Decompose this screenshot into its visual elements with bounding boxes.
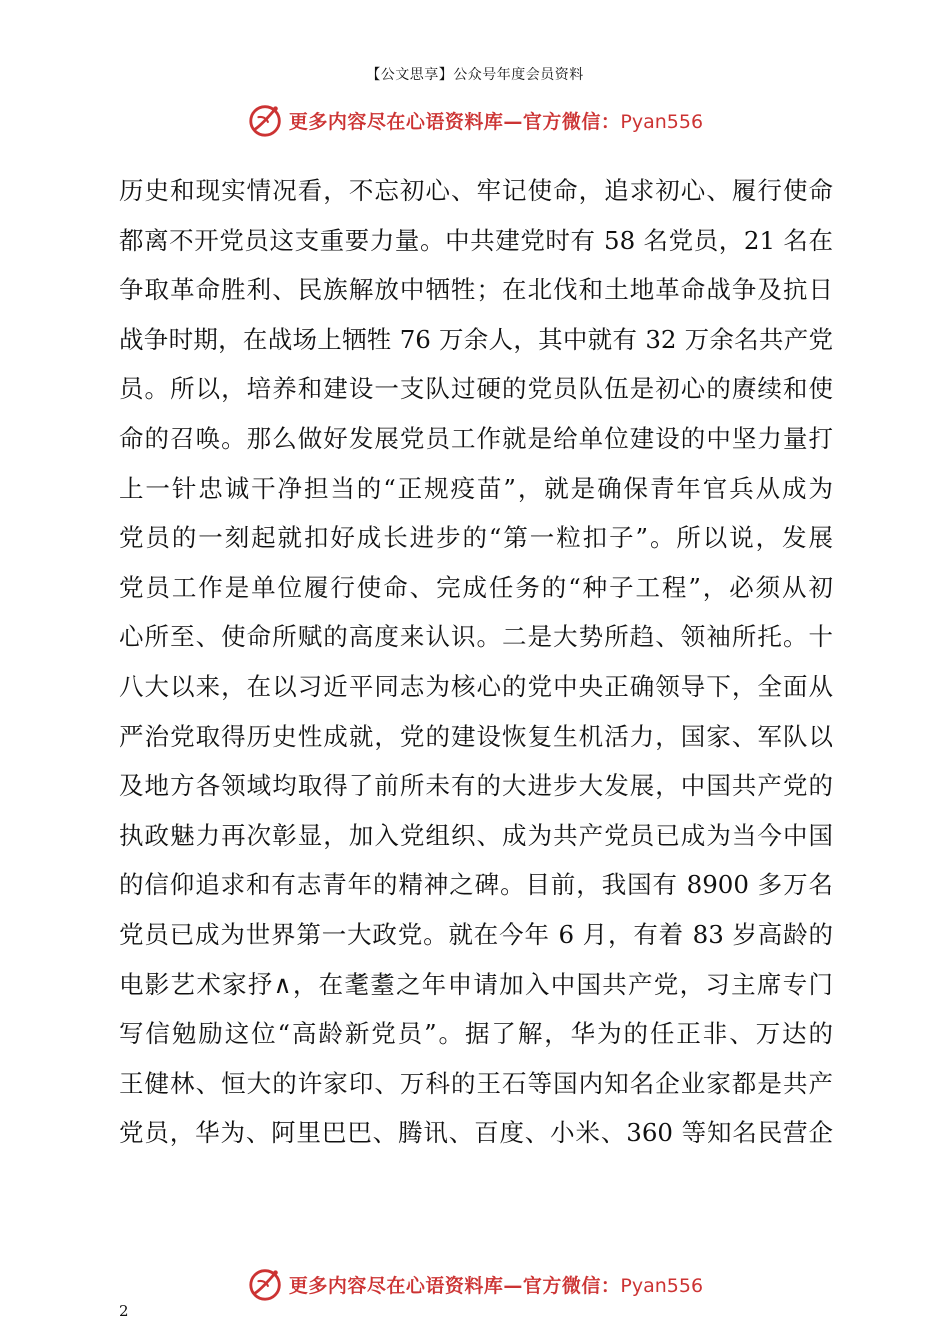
text-line: 王健林、恒大的许家印、万科的王石等国内知名企业家都是共产 — [119, 1068, 833, 1098]
brush-logo-icon — [247, 1265, 285, 1303]
text-line: 都离不开党员这支重要力量。中共建党时有 58 名党员，21 名在 — [119, 225, 833, 255]
text-line: 命的召唤。那么做好发展党员工作就是给单位建设的中坚力量打 — [119, 423, 833, 453]
text-line: 党员已成为世界第一大政党。就在今年 6 月，有着 83 岁高龄的 — [119, 919, 833, 949]
text-line: 八大以来，在以习近平同志为核心的党中央正确领导下，全面从 — [119, 671, 833, 701]
text-line: 的信仰追求和有志青年的精神之碑。目前，我国有 8900 多万名 — [119, 870, 833, 900]
wechat-id: Pyan556 — [620, 1274, 704, 1297]
body-text — [119, 166, 833, 1158]
document-header: 【公文思享】公众号年度会员资料 — [366, 67, 584, 83]
page-number: 2 — [119, 1302, 129, 1320]
brush-logo-icon — [247, 101, 285, 139]
promo-banner-bottom — [0, 1264, 950, 1304]
text-line: 党员的一刻起就扣好成长进步的“第一粒扣子”。所以说，发展 — [119, 523, 833, 553]
banner-text: 更多内容尽在心语资料库—官方微信： — [288, 1274, 621, 1297]
wechat-id: Pyan556 — [620, 110, 704, 133]
text-line: 及地方各领域均取得了前所未有的大进步大发展，中国共产党的 — [119, 771, 833, 801]
text-line: 战争时期，在战场上牺牲 76 万余人，其中就有 32 万余名共产党 — [119, 324, 833, 354]
text-line: 党员，华为、阿里巴巴、腾讯、百度、小米、360 等知名民营企 — [119, 1118, 833, 1148]
text-line: 上一针忠诚干净担当的“正规疫苗”，就是确保青年官兵从成为 — [119, 473, 833, 503]
text-line: 历史和现实情况看，不忘初心、牢记使命，追求初心、履行使命 — [119, 176, 833, 205]
promo-banner-top — [0, 100, 950, 140]
banner-text: 更多内容尽在心语资料库—官方微信： — [288, 110, 621, 133]
text-line: 争取革命胜利、民族解放中牺牲；在北伐和土地革命战争及抗日 — [119, 275, 833, 305]
text-line: 员。所以，培养和建设一支队过硬的党员队伍是初心的赓续和使 — [119, 374, 833, 404]
text-line: 执政魅力再次彰显，加入党组织、成为共产党员已成为当今中国 — [119, 820, 833, 850]
text-line: 严治党取得历史性成就，党的建设恢复生机活力，国家、军队以 — [119, 721, 833, 751]
text-line: 写信勉励这位“高龄新党员”。据了解，华为的任正非、万达的 — [119, 1019, 833, 1049]
text-line: 党员工作是单位履行使命、完成任务的“种子工程”，必须从初 — [119, 572, 833, 602]
text-line: 电影艺术家抒∧，在耄耋之年申请加入中国共产党，习主席专门 — [119, 969, 833, 999]
text-line: 心所至、使命所赋的高度来认识。二是大势所趋、领袖所托。十 — [119, 622, 833, 652]
